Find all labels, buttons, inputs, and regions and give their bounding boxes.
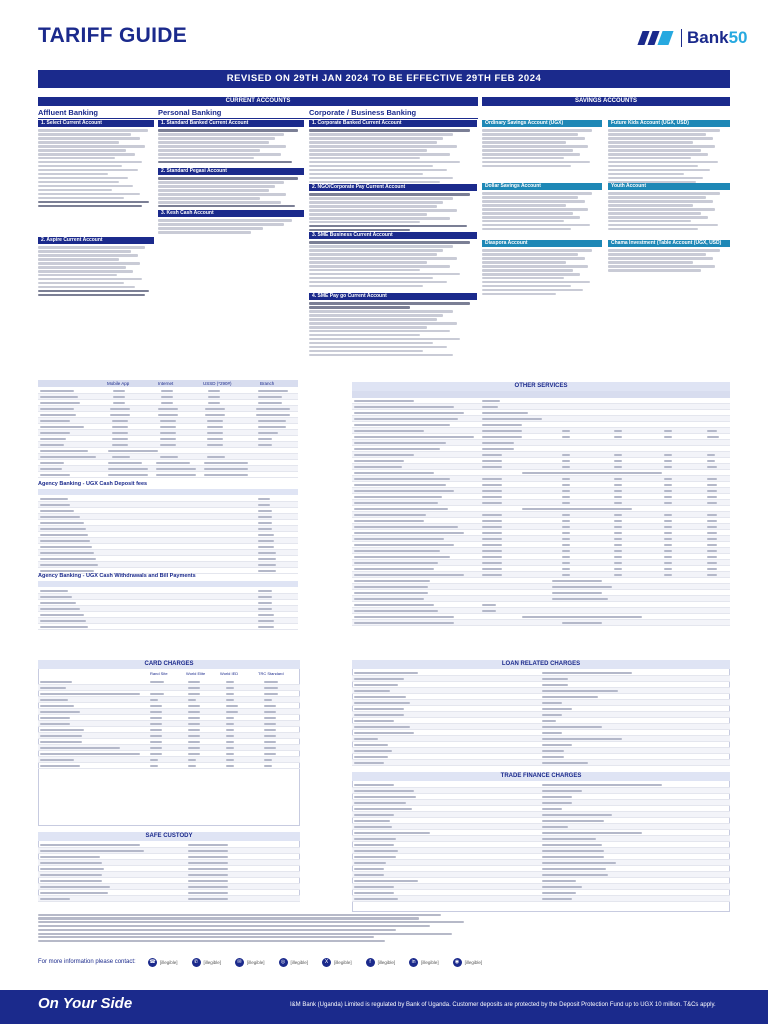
cash-withdrawal-header <box>38 581 298 587</box>
linkedin-icon: in <box>409 958 418 967</box>
im-logo-icon <box>640 31 676 45</box>
header-branch: Branch <box>260 381 275 386</box>
cash-deposit-table <box>38 496 298 574</box>
page-footer <box>0 990 768 1024</box>
card-header-4: TRC Standard <box>258 671 284 676</box>
account-title: 1. Standard Banked Current Account <box>158 120 304 127</box>
other-services-header <box>352 391 730 398</box>
x-icon: X <box>322 958 331 967</box>
account-details <box>158 129 304 163</box>
channel-table <box>38 388 298 478</box>
account-title: 3. Kesh Cash Account <box>158 210 304 217</box>
future-kids-account <box>608 120 730 185</box>
cash-deposit-header <box>38 489 298 495</box>
facebook-icon: f <box>366 958 375 967</box>
savings-accounts-bar: SAVINGS ACCOUNTS <box>482 97 730 106</box>
ordinary-savings-account <box>482 120 602 169</box>
revision-banner: REVISED ON 29TH JAN 2024 TO BE EFFECTIVE 29TH FEB 2024 <box>38 70 730 88</box>
logo-text: Bank <box>687 28 729 47</box>
facebook-contact[interactable]: f [illegible] <box>366 958 396 967</box>
safe-custody-table <box>38 842 300 902</box>
account-title: Youth Account <box>608 183 730 190</box>
aspire-current-account <box>38 237 154 298</box>
corporate-heading: Corporate / Business Banking <box>309 108 417 117</box>
cash-withdrawal-title: Agency Banking - UGX Cash Withdrawals and Bill Payments <box>38 573 196 579</box>
account-details <box>38 129 154 207</box>
account-title: Future Kids Account (UGX, USD) <box>608 120 730 127</box>
account-title: 1. Corporate Banked Current Account <box>309 120 477 127</box>
corporate-banked-account <box>309 120 477 185</box>
website-contact[interactable]: ◎ [illegible] <box>279 958 309 967</box>
linkedin-contact[interactable]: in [illegible] <box>409 958 439 967</box>
header-mobile-app: Mobile App <box>107 381 130 386</box>
header-internet: Internet <box>158 381 174 386</box>
header-ussd: USSD (*290#) <box>203 381 232 386</box>
instagram-icon: ◉ <box>453 958 462 967</box>
other-services-bar: OTHER SERVICES <box>352 382 730 391</box>
standard-banked-account <box>158 120 304 165</box>
card-header-3: World IED <box>220 671 239 676</box>
account-details <box>608 249 730 272</box>
x-contact[interactable]: X [illegible] <box>322 958 352 967</box>
account-details <box>608 192 730 230</box>
account-details <box>309 193 477 231</box>
loan-charges-bar: LOAN RELATED CHARGES <box>352 660 730 669</box>
phone-icon: ☎ <box>149 958 156 965</box>
page-header <box>0 0 768 70</box>
affluent-heading: Affluent Banking <box>38 108 98 117</box>
logo-divider <box>681 29 682 47</box>
account-title: Diaspora Account <box>482 240 602 247</box>
email-contact[interactable]: ✉ [illegible] <box>235 958 265 967</box>
card-header-1: Rand Site <box>150 671 168 676</box>
account-title: Chama Investment (Table Account (UGX, USD) <box>608 240 730 247</box>
account-title: 4. SME Pay go Current Account <box>309 293 477 300</box>
account-title: 3. SME Business Current Account <box>309 232 477 239</box>
card-header-2: World Elite <box>186 671 206 676</box>
phone-contact[interactable]: ☎ [illegible] <box>149 958 178 965</box>
email-icon: ✉ <box>235 958 244 967</box>
account-details <box>158 219 304 234</box>
whatsapp-contact[interactable]: ✆ [illegible] <box>192 958 222 967</box>
trade-finance-bar: TRADE FINANCE CHARGES <box>352 772 730 781</box>
account-title: 1. Select Current Account <box>38 120 154 127</box>
card-charges-table <box>38 679 300 769</box>
account-title: 2. NGO/Corporate Pay Current Account <box>309 184 477 191</box>
other-services-table <box>352 398 730 626</box>
sme-business-account <box>309 232 477 289</box>
account-details <box>38 246 154 296</box>
select-current-account <box>38 120 154 209</box>
current-accounts-bar: CURRENT ACCOUNTS <box>38 97 478 106</box>
loan-charges-table <box>352 670 730 766</box>
footnotes <box>38 912 598 944</box>
page-title: TARIFF GUIDE <box>38 24 188 47</box>
account-details <box>158 177 304 207</box>
account-details <box>482 192 602 230</box>
account-title: 2. Standard Pegasi Account <box>158 168 304 175</box>
account-details <box>309 302 477 356</box>
chama-investment-account <box>608 240 730 273</box>
card-charges-bar: CARD CHARGES <box>38 660 300 669</box>
account-details <box>608 129 730 183</box>
account-title: 2. Aspire Current Account <box>38 237 154 244</box>
cash-deposit-title: Agency Banking - UGX Cash Deposit fees <box>38 481 148 487</box>
kesh-cash-account <box>158 210 304 235</box>
account-details <box>309 129 477 183</box>
diaspora-account <box>482 240 602 297</box>
account-details <box>309 241 477 287</box>
youth-account <box>608 183 730 232</box>
column-rule <box>38 118 478 119</box>
logo-number: 50 <box>728 28 748 47</box>
instagram-contact[interactable]: ◉ [illegible] <box>453 958 483 967</box>
account-title: Ordinary Savings Account (UGX) <box>482 120 602 127</box>
safe-custody-bar: SAFE CUSTODY <box>38 832 300 841</box>
account-details <box>482 129 602 167</box>
account-details <box>482 249 602 295</box>
sme-pay-go-account <box>309 293 477 358</box>
ngo-corporate-pay-account <box>309 184 477 233</box>
contact-label: For more information please contact: <box>38 959 136 965</box>
standard-pegasi-account <box>158 168 304 209</box>
contact-row <box>38 955 730 969</box>
footer-slogan: On Your Side <box>38 995 133 1012</box>
account-title: Dollar Savings Account <box>482 183 602 190</box>
regulatory-notice: I&M Bank (Uganda) Limited is regulated by Bank of Uganda. Customer deposits are protected by the Deposit Protection Fund up to UGX 10 million. T&Cs apply. <box>290 1002 716 1008</box>
bank-logo <box>640 28 748 48</box>
personal-heading: Personal Banking <box>158 108 222 117</box>
globe-icon: ◎ <box>279 958 288 967</box>
trade-finance-table <box>352 782 730 902</box>
cash-withdrawal-table <box>38 588 298 630</box>
dollar-savings-account <box>482 183 602 232</box>
whatsapp-icon: ✆ <box>192 958 201 967</box>
